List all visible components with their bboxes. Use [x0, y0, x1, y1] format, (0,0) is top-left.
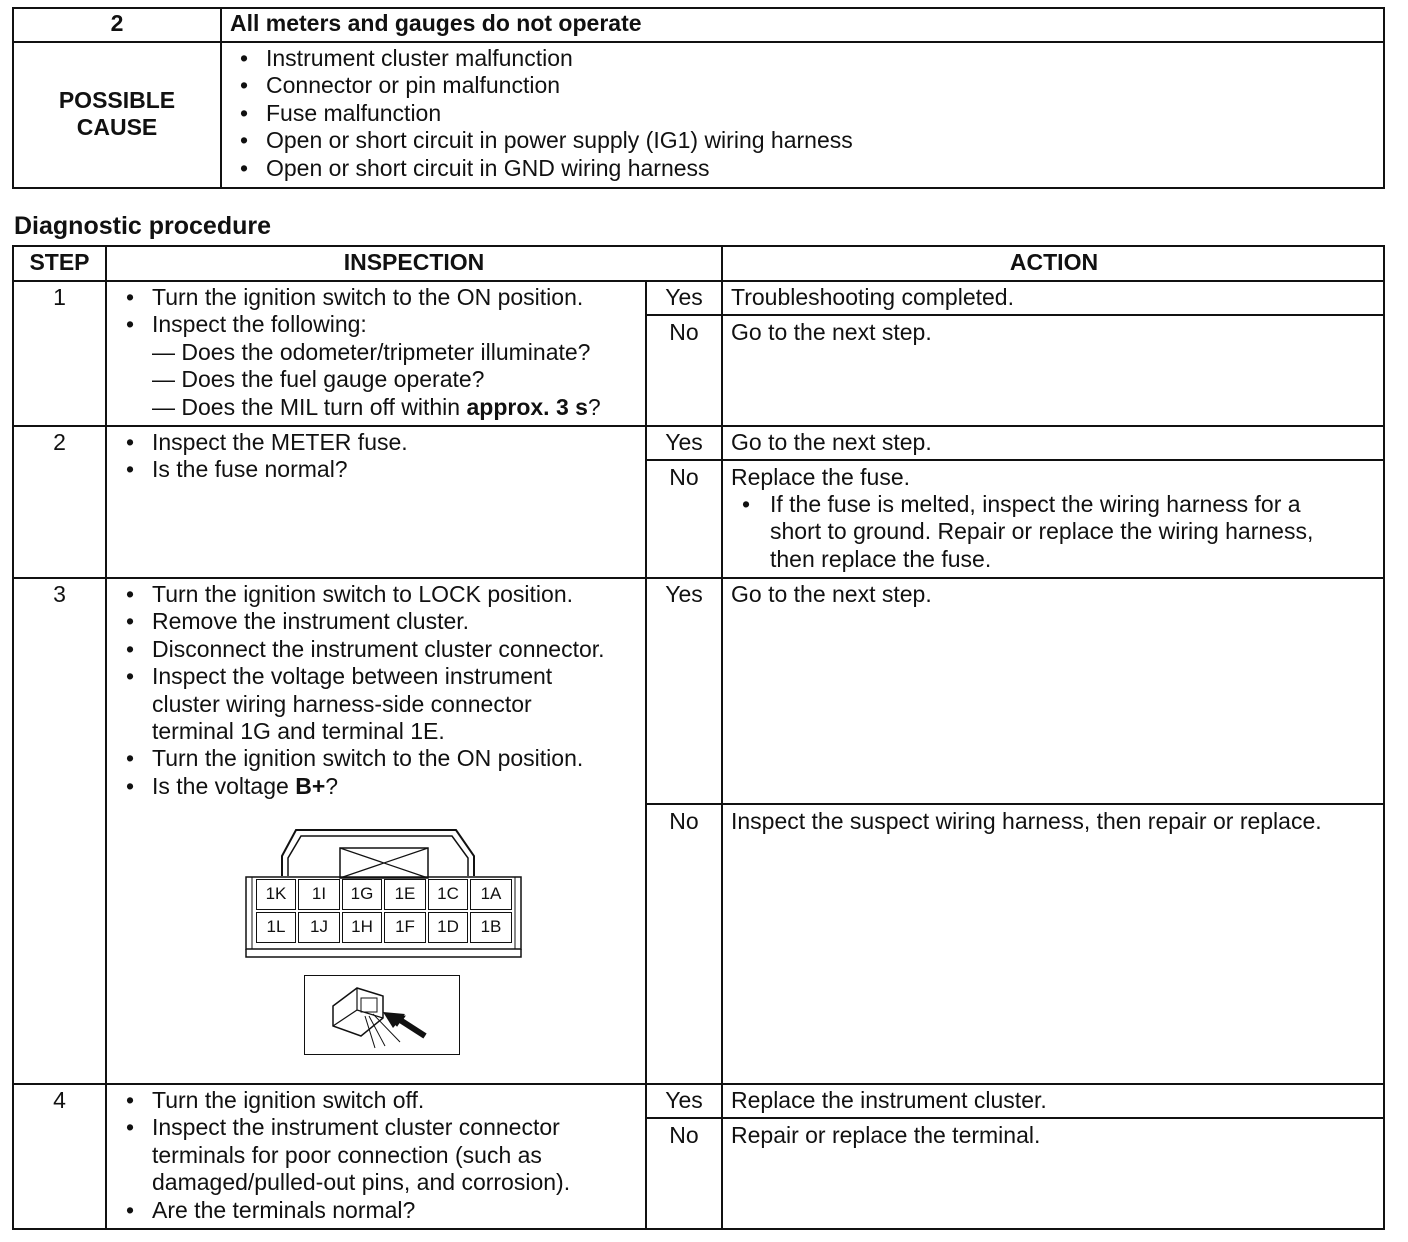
cause-item: • Instrument cluster malfunction [234, 45, 853, 72]
no-label: No [669, 319, 699, 345]
yes-no-divider [645, 314, 1385, 316]
connector-pin: 1F [384, 912, 426, 943]
bullet: • [742, 491, 751, 517]
yes-action: Replace the instrument cluster. [731, 1087, 1047, 1113]
header-step: STEP [29, 249, 90, 275]
possible-cause-label-1: POSSIBLE [58, 87, 176, 113]
sub-item-suffix: ? [587, 393, 601, 420]
sub-item: — Does the odometer/tripmeter illuminate? [152, 339, 591, 365]
step-3-inspection [120, 581, 605, 800]
connector-pin: 1H [342, 912, 382, 943]
step-number: 4 [53, 1087, 66, 1113]
no-action: Repair or replace the terminal. [731, 1122, 1041, 1148]
col-divider-step [105, 245, 107, 1230]
inspection-line: terminals for poor connection (such as [152, 1141, 542, 1168]
cause-item: • Fuse malfunction [234, 100, 853, 127]
connector-pin: 1D [428, 912, 468, 943]
inspection-text: Is the voltage [152, 772, 296, 799]
col-divider-action [721, 245, 723, 1230]
sub-item: — Does the fuel gauge operate? [152, 366, 485, 393]
yes-action: Troubleshooting completed. [731, 284, 1014, 310]
yes-label: Yes [665, 284, 703, 310]
inspection-line: terminal 1G and terminal 1E. [152, 718, 445, 745]
probe-illustration [305, 976, 458, 1053]
inspection-line: • Inspect the voltage between instrument [152, 663, 553, 690]
connector-pin: 1J [298, 912, 340, 943]
inspection-item: • Turn the ignition switch to the ON position. [120, 284, 583, 311]
cause-item: • Open or short circuit in GND wiring harness [234, 155, 853, 182]
inspection-item: • Is the fuse normal? [120, 456, 408, 483]
inspection-item: • Are the terminals normal? [120, 1197, 570, 1224]
no-label: No [669, 464, 699, 490]
connector-diagram [244, 826, 524, 960]
symptom-divider-v [220, 7, 222, 189]
note-line: then replace the fuse. [770, 545, 992, 572]
yes-action: Go to the next step. [731, 429, 932, 455]
no-action: Inspect the suspect wiring harness, then repair or replace. [731, 808, 1322, 834]
row-divider [12, 1083, 1385, 1085]
connector-pin: 1C [428, 879, 468, 910]
step-2-inspection [120, 429, 408, 484]
yes-label: Yes [665, 429, 703, 455]
inspection-item: • Inspect the METER fuse. [120, 429, 408, 456]
sub-item-bold: approx. 3 s [466, 393, 588, 420]
no-action: Go to the next step. [731, 319, 932, 345]
header-inspection: INSPECTION [343, 249, 485, 275]
yes-label: Yes [665, 1087, 703, 1113]
yes-no-divider [645, 459, 1385, 461]
harness-side-view-icon [304, 975, 460, 1055]
yes-no-divider [645, 1117, 1385, 1119]
inspection-item [120, 1114, 570, 1196]
connector-pin: 1G [342, 879, 382, 910]
symptom-number: 2 [110, 10, 124, 36]
connector-pin: 1K [256, 879, 296, 910]
inspection-item [120, 773, 605, 800]
connector-pin: 1A [470, 879, 512, 910]
step-number: 3 [53, 581, 66, 607]
no-label: No [669, 1122, 699, 1148]
inspection-item: • Turn the ignition switch off. [120, 1087, 570, 1114]
note-line: If the fuse is melted, inspect the wiring harness for a [770, 491, 1301, 517]
inspection-suffix: ? [325, 772, 339, 799]
inspection-item [120, 663, 605, 745]
inspection-line: cluster wiring harness-side connector [152, 690, 532, 717]
cause-item: • Connector or pin malfunction [234, 72, 853, 99]
step-1-sub-list [120, 339, 601, 421]
connector-pin: 1B [470, 912, 512, 943]
symptom-title: All meters and gauges do not operate [230, 10, 642, 36]
yes-action: Go to the next step. [731, 581, 932, 607]
no-action-note [738, 491, 1313, 573]
connector-pin: 1I [298, 879, 340, 910]
symptom-divider-h [12, 41, 1385, 43]
step-number: 1 [53, 284, 66, 310]
sub-item-text: — Does the MIL turn off within [152, 393, 467, 420]
inspection-item: • Turn the ignition switch to the ON position. [120, 745, 605, 772]
sub-item [120, 394, 601, 421]
note-line: short to ground. Repair or replace the wiring harness, [770, 518, 1314, 545]
header-divider [12, 280, 1385, 282]
inspection-item: • Remove the instrument cluster. [120, 608, 605, 635]
row-divider [12, 425, 1385, 427]
cause-item: • Open or short circuit in power supply (IG1) wiring harness [234, 127, 853, 154]
possible-cause-list [234, 45, 853, 182]
connector-pin: 1E [384, 879, 426, 910]
possible-cause-label-2: CAUSE [76, 114, 158, 140]
header-action: ACTION [1009, 249, 1099, 275]
step-number: 2 [53, 429, 66, 455]
inspection-item: • Turn the ignition switch to LOCK position. [120, 581, 605, 608]
inspection-line: damaged/pulled-out pins, and corrosion). [152, 1169, 571, 1196]
no-action: Replace the fuse. [731, 464, 911, 490]
inspection-item: • Disconnect the instrument cluster connector. [120, 636, 605, 663]
inspection-bold: B+ [295, 772, 326, 799]
no-label: No [669, 808, 699, 834]
yes-label: Yes [665, 581, 703, 607]
step-4-inspection [120, 1087, 570, 1224]
inspection-line: • Inspect the instrument cluster connector [152, 1114, 560, 1141]
row-divider [12, 577, 1385, 579]
connector-pin: 1L [256, 912, 296, 943]
yes-no-divider [645, 803, 1385, 805]
step-1-inspection [120, 284, 583, 339]
diagnostic-procedure-heading: Diagnostic procedure [14, 212, 271, 240]
inspection-item: • Inspect the following: [120, 311, 583, 338]
